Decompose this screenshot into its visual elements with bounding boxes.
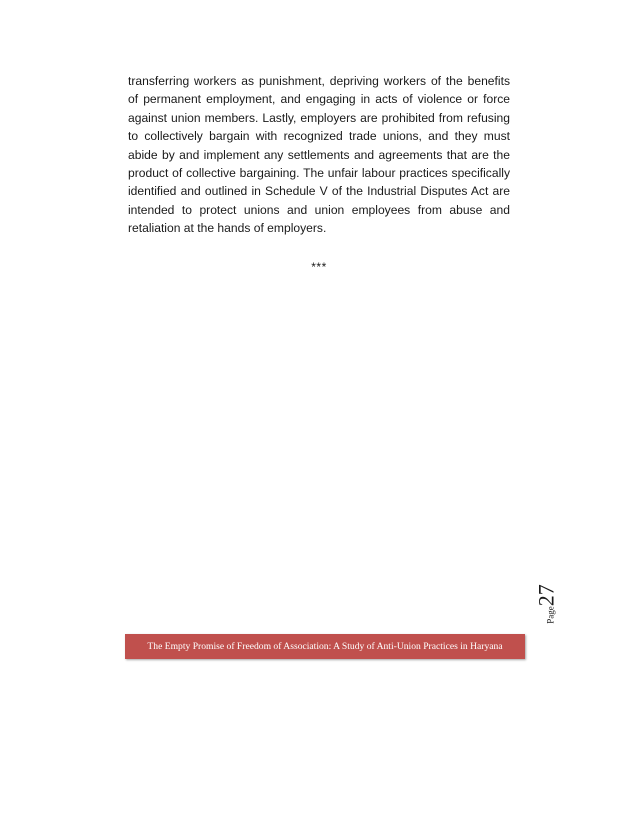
footer-banner [125,634,525,659]
page-number: 27 [533,584,559,607]
page-label: Page [545,606,556,624]
section-separator: *** [311,260,327,274]
body-paragraph: transferring workers as punishment, depriving workers of the benefits of permanent employment, and engaging in acts of violence or force against union members. Lastly, employers are prohibited from refusing to collectively bargain with recognized trade unions, and they must abide by and implement any settlements and agreements that are the product of collective bargaining. The unfair labour practices specifically identified and outlined in Schedule V of the Industrial Disputes Act are intended to protect unions and union employees from abuse and retaliation at the hands of employers. [128,74,510,236]
page-number-marker [534,578,560,630]
footer-title: The Empty Promise of Freedom of Association: A Study of Anti-Union Practices in Haryana [147,641,503,652]
